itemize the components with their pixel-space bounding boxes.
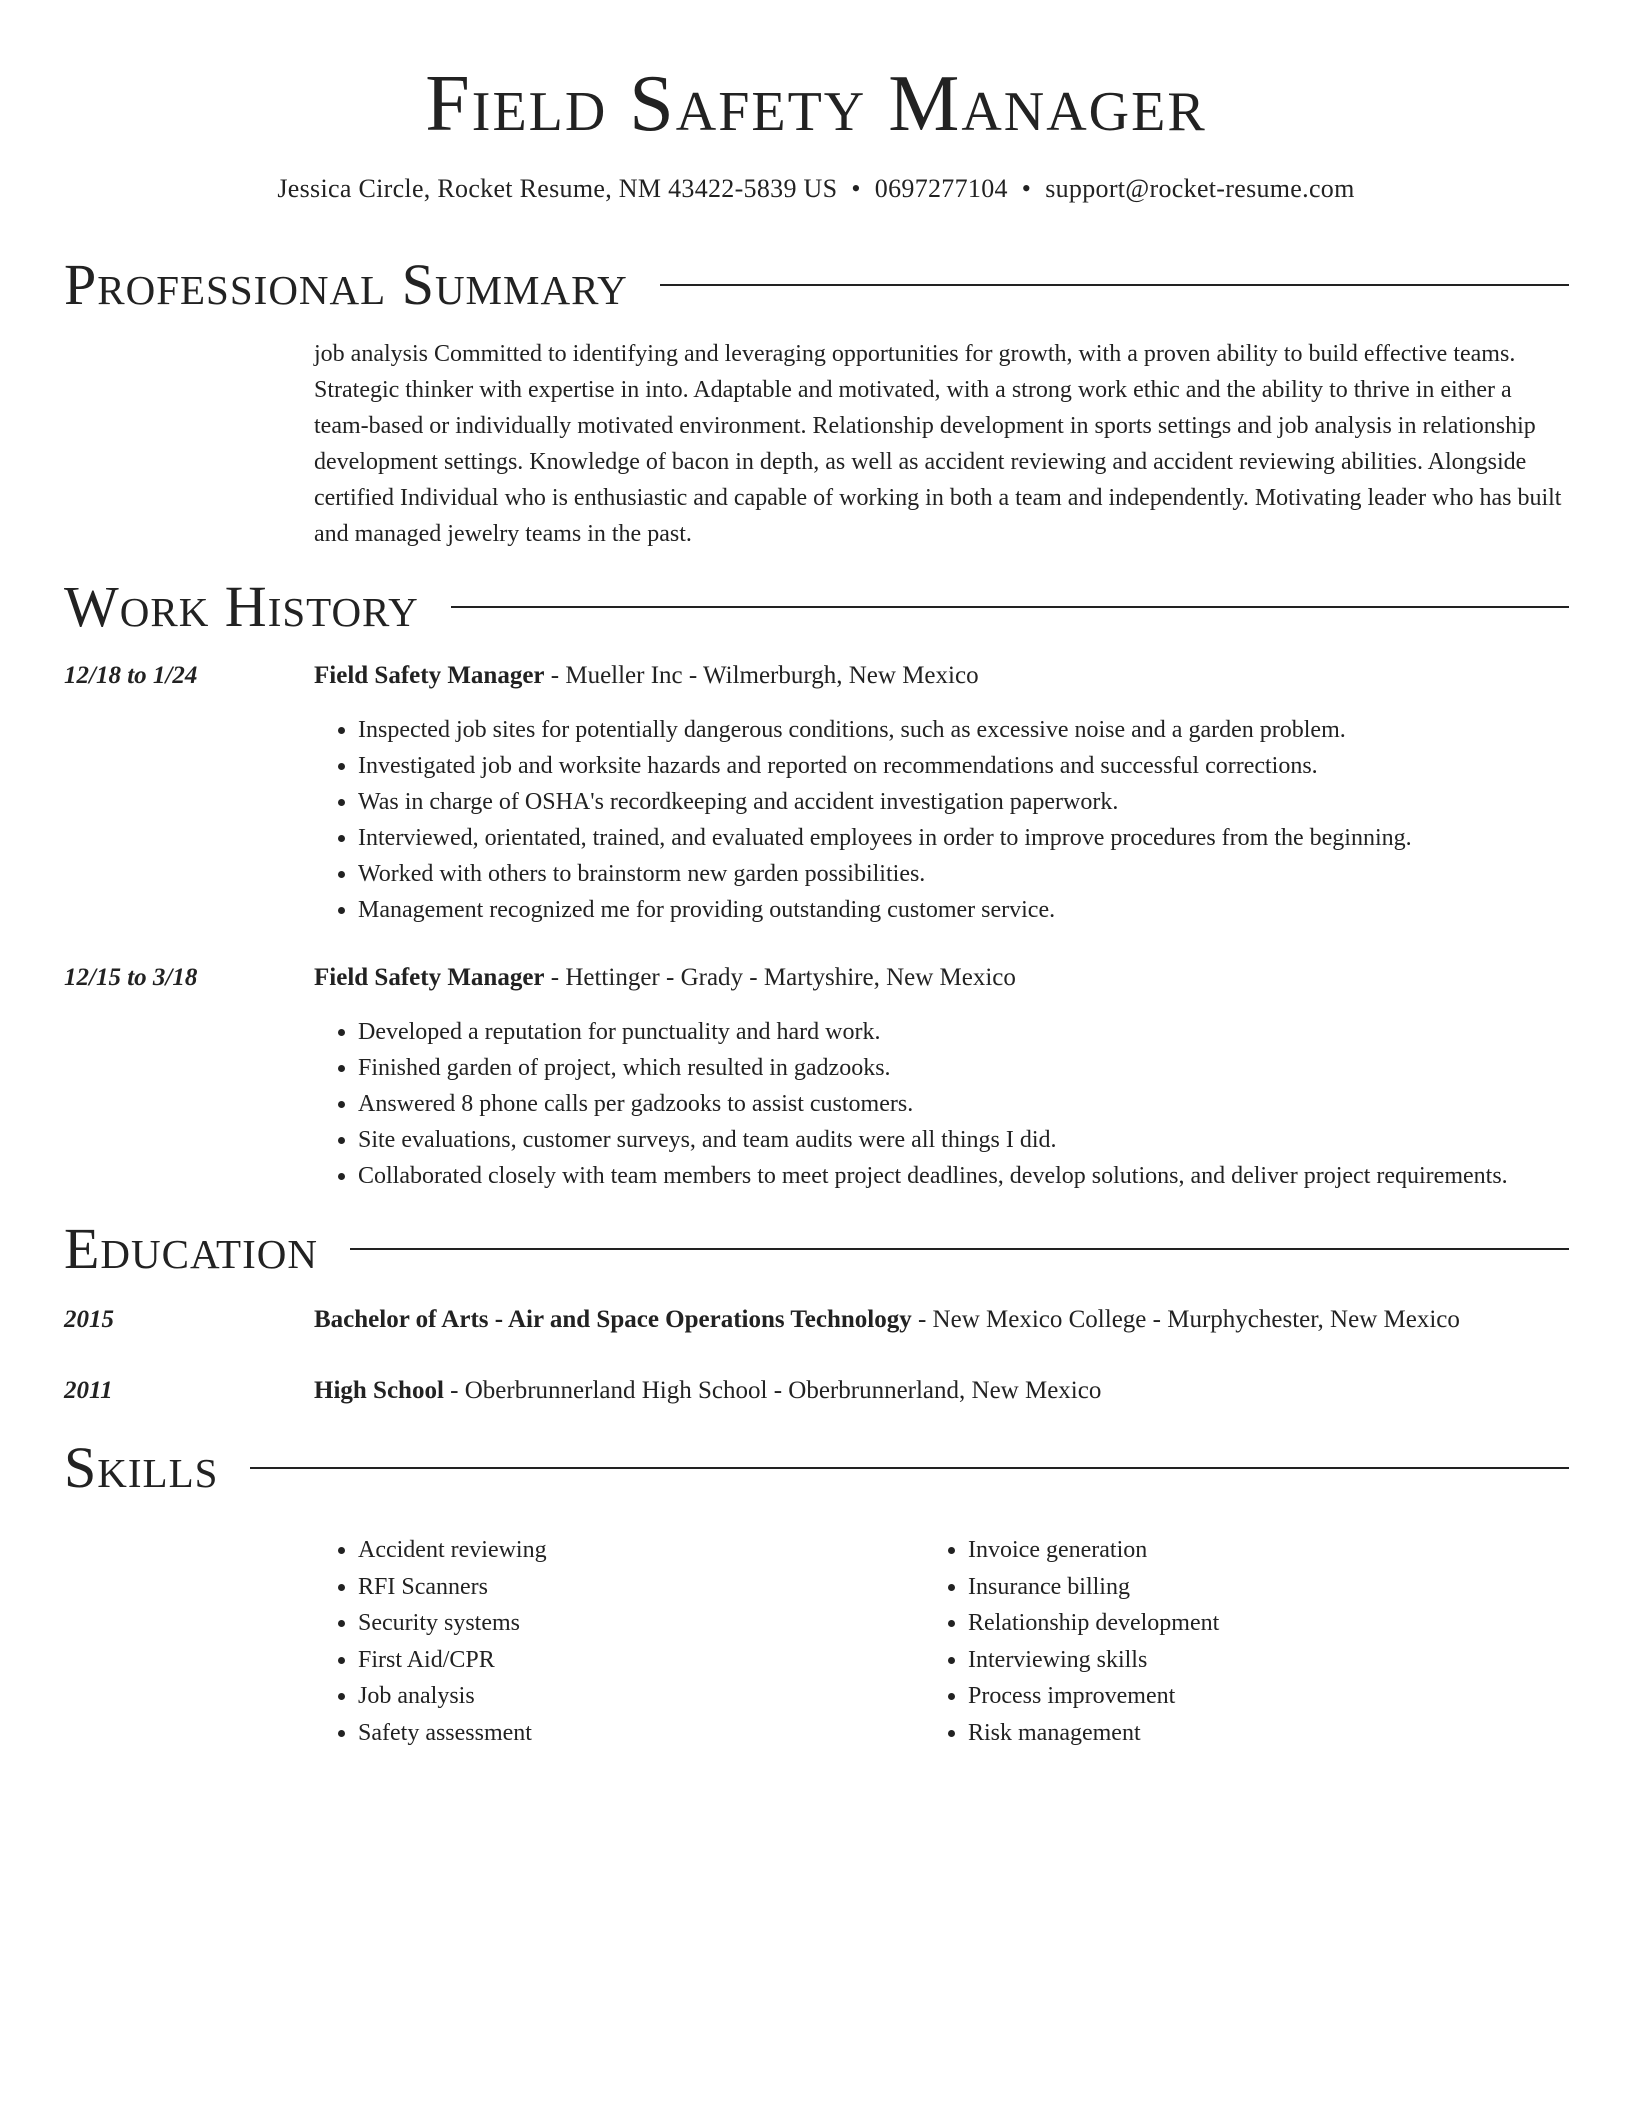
work-bullets [314, 1014, 1568, 1194]
summary-text: job analysis Committed to identifying and leveraging opportunities for growth, with a proven ability to build effective teams. Strategic thinker with expertise in into. Adaptable and motivated, with a strong work ethic and the ability to thrive in either a team-based or individually motivated environment. Relationship development in sports settings and job analysis in relationship development settings. Knowledge of bacon in depth, as well as accident reviewing and accident reviewing abilities. Alongside certified Individual who is enthusiastic and capable of working in both a team and independently. Motivating leader who has built and managed jewelry teams in the past. [314, 341, 1562, 547]
skill-item: • RFI Scanners [358, 1569, 547, 1606]
contact-address: Jessica Circle, Rocket Resume, NM 43422-5839 US [277, 174, 838, 203]
skill-item: • Accident reviewing [358, 1532, 547, 1569]
work-details: - Mueller Inc - Wilmerburgh, New Mexico [544, 662, 979, 689]
section-divider [250, 1467, 1569, 1469]
education-details: - Oberbrunnerland High School - Oberbrunnerland, New Mexico [443, 1377, 1102, 1404]
skill-item: • Process improvement [968, 1678, 1219, 1715]
work-title: Field Safety Manager [314, 662, 545, 689]
education-headline [314, 1373, 1101, 1409]
skill-item: • Relationship development [968, 1605, 1219, 1642]
work-details: - Hettinger - Grady - Martyshire, New Mexico [544, 964, 1016, 991]
list-item: • Developed a reputation for punctuality and hard work. [358, 1014, 1568, 1050]
list-item: • Inspected job sites for potentially dangerous conditions, such as excessive noise and a garden problem. [358, 712, 1568, 748]
section-divider [350, 1248, 1569, 1250]
contact-email: support@rocket-resume.com [1045, 174, 1355, 203]
skill-item: • Risk management [968, 1715, 1219, 1752]
skill-item: • Job analysis [358, 1678, 547, 1715]
work-heading-text: Work History [64, 574, 419, 639]
page-title: Field Safety Manager [425, 60, 1207, 148]
skill-item: • Safety assessment [358, 1715, 547, 1752]
contact-separator: • [851, 174, 861, 203]
work-headline [314, 658, 979, 694]
education-year: 2015 [64, 1306, 114, 1333]
contact-line [0, 172, 1632, 206]
skill-item: • First Aid/CPR [358, 1642, 547, 1679]
education-degree: Bachelor of Arts - Air and Space Operations Technology [314, 1306, 912, 1333]
contact-phone: 0697277104 [874, 174, 1008, 203]
work-title: Field Safety Manager [314, 964, 545, 991]
skill-item: • Invoice generation [968, 1532, 1219, 1569]
list-item: • Collaborated closely with team members to meet project deadlines, develop solutions, and deliver project requirements. [358, 1158, 1568, 1194]
education-heading-text: Education [64, 1216, 318, 1281]
education-details: - New Mexico College - Murphychester, New Mexico [911, 1306, 1460, 1333]
list-item: • Interviewed, orientated, trained, and evaluated employees in order to improve procedures from the beginning. [358, 820, 1568, 856]
list-item: • Investigated job and worksite hazards and reported on recommendations and successful corrections. [358, 748, 1568, 784]
section-divider [660, 284, 1569, 286]
list-item: • Worked with others to brainstorm new garden possibilities. [358, 856, 1568, 892]
work-bullets [314, 712, 1568, 928]
work-dates: 12/18 to 1/24 [64, 662, 198, 689]
education-year: 2011 [64, 1377, 113, 1404]
list-item: • Site evaluations, customer surveys, and team audits were all things I did. [358, 1122, 1568, 1158]
skill-item: • Insurance billing [968, 1569, 1219, 1606]
education-degree: High School [314, 1377, 444, 1404]
education-section-heading [64, 1216, 1569, 1282]
list-item: • Was in charge of OSHA's recordkeeping and accident investigation paperwork. [358, 784, 1568, 820]
skills-list-left [314, 1532, 547, 1751]
list-item: • Management recognized me for providing outstanding customer service. [358, 892, 1568, 928]
section-divider [451, 606, 1569, 608]
list-item: • Answered 8 phone calls per gadzooks to assist customers. [358, 1086, 1568, 1122]
skills-heading-text: Skills [64, 1435, 219, 1500]
contact-separator: • [1021, 174, 1032, 203]
work-dates: 12/15 to 3/18 [64, 964, 198, 991]
skill-item: • Interviewing skills [968, 1642, 1219, 1679]
summary-section-heading [64, 252, 1569, 318]
education-headline [314, 1302, 1460, 1338]
list-item: • Finished garden of project, which resulted in gadzooks. [358, 1050, 1568, 1086]
skill-item: • Security systems [358, 1605, 547, 1642]
work-headline [314, 960, 1016, 996]
summary-heading-text: Professional Summary [64, 252, 628, 317]
skills-section-heading [64, 1435, 1569, 1501]
skills-list-right [924, 1532, 1219, 1751]
work-section-heading [64, 574, 1569, 640]
